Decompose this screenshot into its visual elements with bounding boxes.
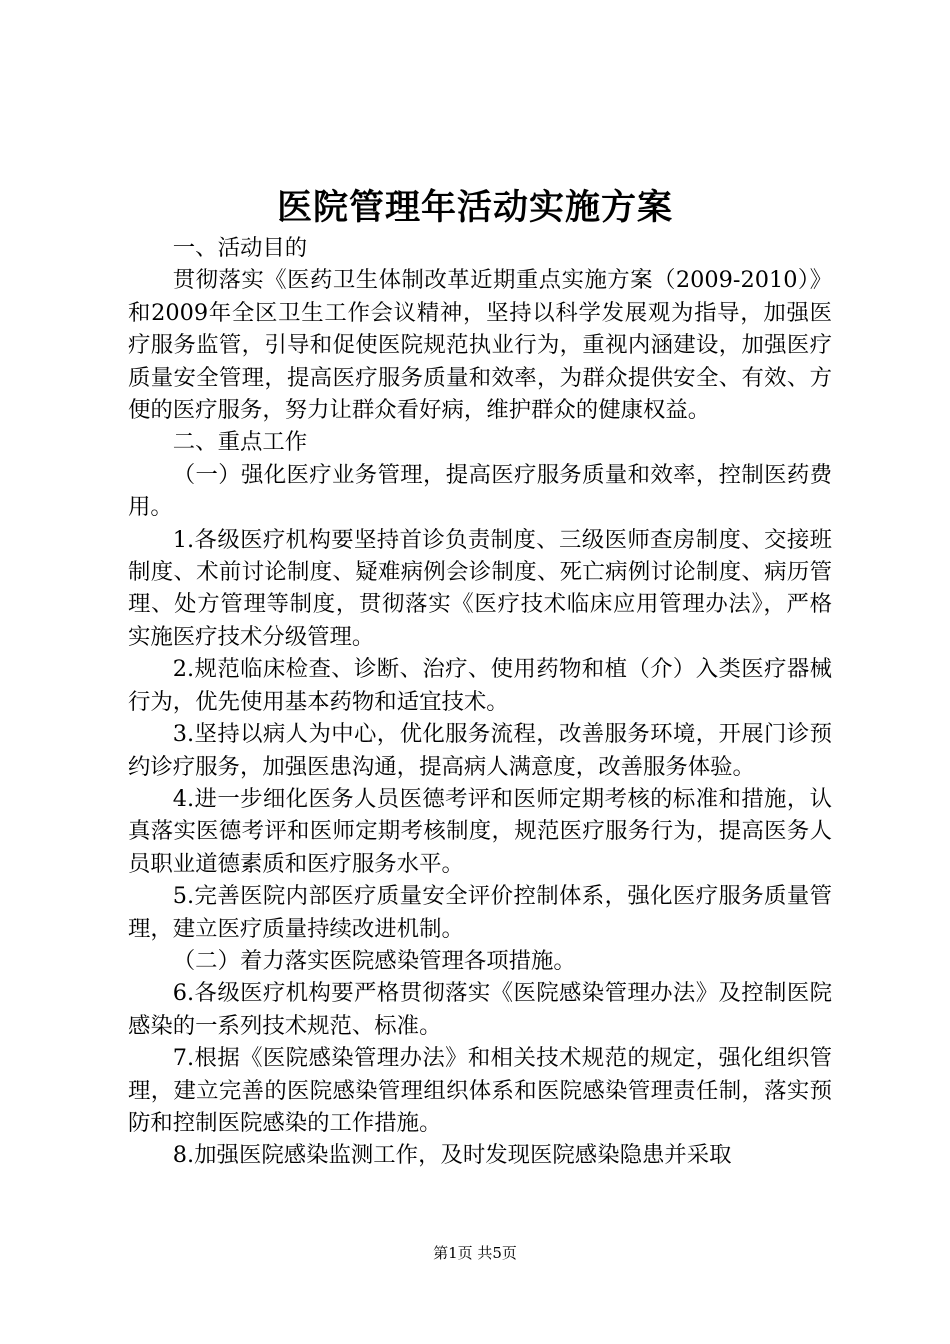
subsection-heading-2: （二）着力落实医院感染管理各项措施。 — [172, 947, 576, 974]
paragraph-item-4: 4.进一步细化医务人员医德考评和医师定期考核的标准和措施，认真落实医德考评和医师定期考核制度，规范医疗服务行为，提高医务人员职业道德素质和医疗服务水平。 — [128, 785, 832, 877]
document-body — [128, 232, 832, 1172]
paragraph-item-5: 5.完善医院内部医疗质量安全评价控制体系，强化医疗服务质量管理，建立医疗质量持续改进机制。 — [128, 883, 832, 942]
subsection-heading-1: （一）强化医疗业务管理，提高医疗服务质量和效率，控制医药费用。 — [128, 461, 832, 521]
paragraph-item-8: 8.加强医院感染监测工作，及时发现医院感染隐患并采取 — [172, 1142, 732, 1169]
document-title: 医院管理年活动实施方案 — [276, 187, 673, 228]
page-footer: 第1页 共5页 — [433, 1244, 517, 1262]
paragraph-item-6: 6.各级医疗机构要严格贯彻落实《医院感染管理办法》及控制医院感染的一系列技术规范、标准。 — [128, 980, 832, 1039]
section-heading-2: 二、重点工作 — [172, 429, 308, 456]
paragraph-item-2: 2.规范临床检查、诊断、治疗、使用药物和植（介）入类医疗器械行为，优先使用基本药物和适宜技术。 — [128, 656, 832, 715]
section-heading-1: 一、活动目的 — [172, 235, 308, 261]
paragraph-item-3: 3.坚持以病人为中心，优化服务流程，改善服务环境，开展门诊预约诊疗服务，加强医患沟通，提高病人满意度，改善服务体验。 — [128, 721, 832, 780]
paragraph-item-7: 7.根据《医院感染管理办法》和相关技术规范的规定，强化组织管理，建立完善的医院感染管理组织体系和医院感染管理责任制，落实预防和控制医院感染的工作措施。 — [128, 1045, 832, 1136]
paragraph-item-1: 1.各级医疗机构要坚持首诊负责制度、三级医师查房制度、交接班制度、术前讨论制度、疑难病例会诊制度、死亡病例讨论制度、病历管理、处方管理等制度，贯彻落实《医疗技术临床应用管理办法》，严格实施医疗技术分级管理。 — [128, 526, 832, 650]
paragraph: 贯彻落实《医药卫生体制改革近期重点实施方案（2009-2010）》和2009年全区卫生工作会议精神，坚持以科学发展观为指导，加强医疗服务监管，引导和促使医院规范执业行为，重视内涵建设，加强医疗质量安全管理，提高医疗服务质量和效率，为群众提供安全、有效、方便的医疗服务，努力让群众看好病，维护群众的健康权益。 — [128, 267, 832, 424]
